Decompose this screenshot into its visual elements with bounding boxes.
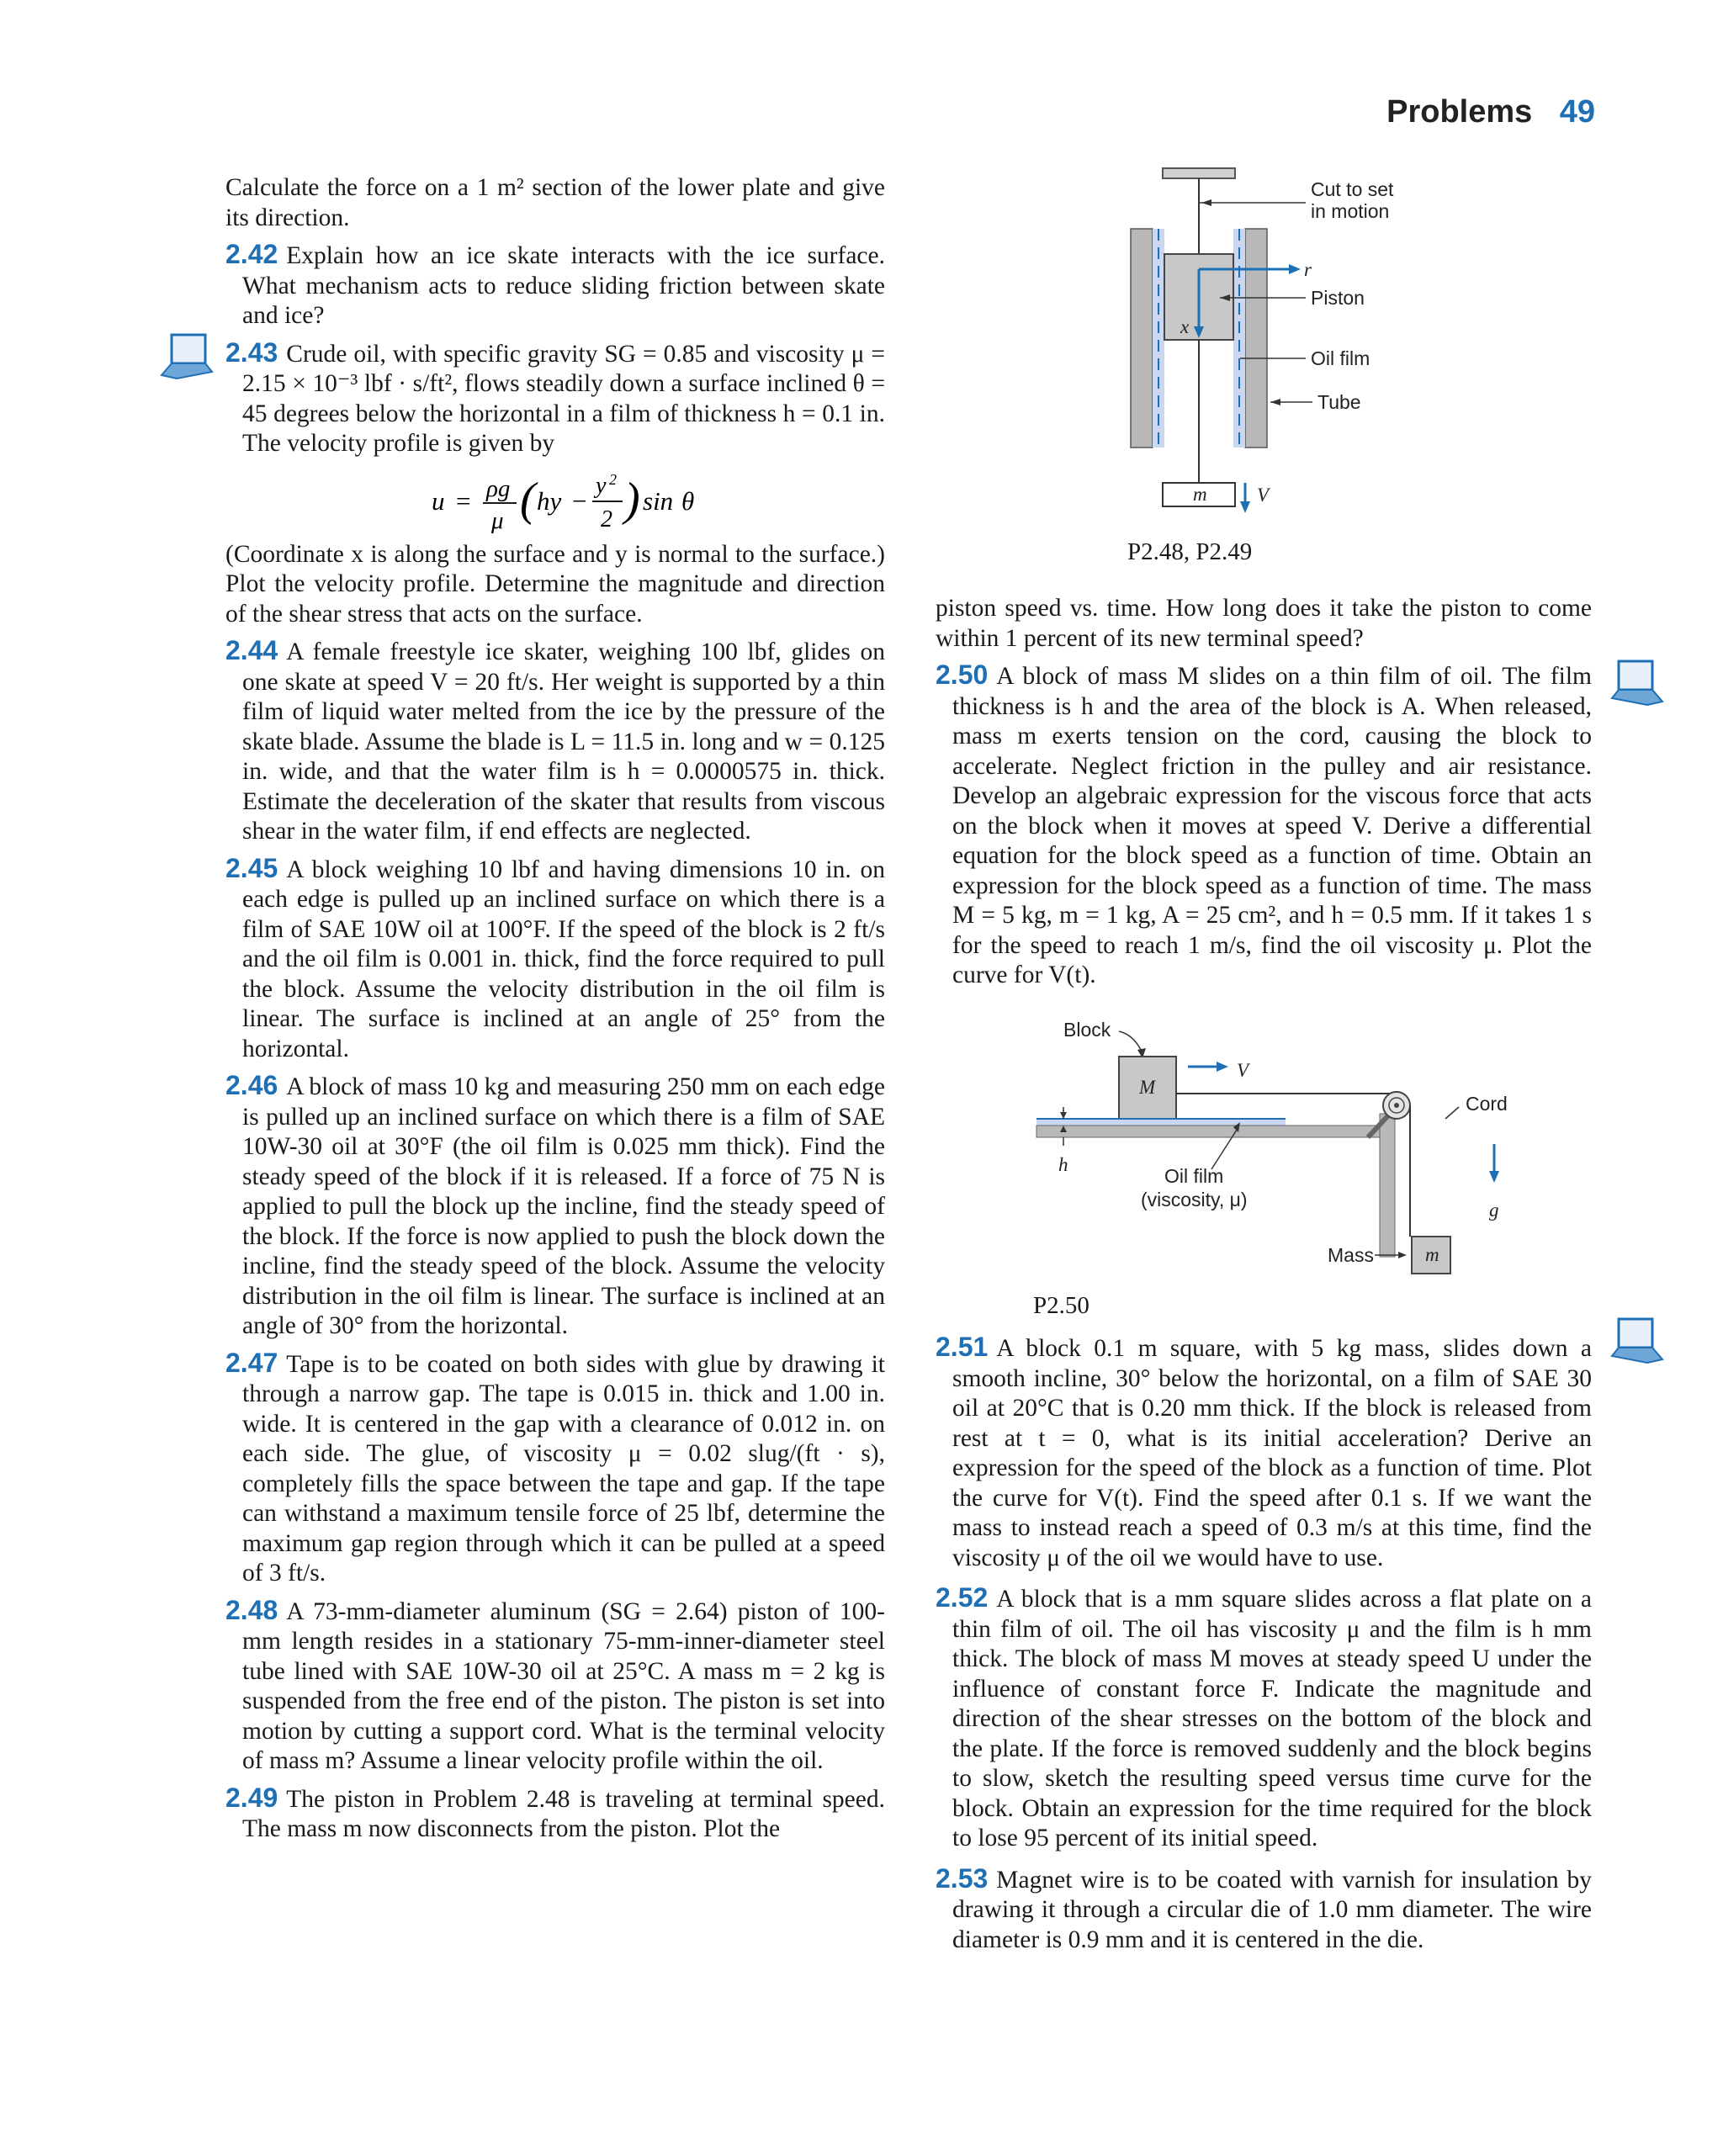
x-label: x bbox=[1180, 316, 1190, 337]
problem-text: A block weighing 10 lbf and having dimensions 10 in. on each edge is pulled up an inclined surface on which there is a film of SAE 10W oil at 100°F. If the speed of the block is 2 ft/s and the oil film is 0.001 in. thick, find the force required to pull the block. Assume the velocity distribution in the oil film is linear. The surface is inclined at an angle of 25° from the horizontal. bbox=[242, 856, 885, 1062]
svg-text:hy: hy bbox=[537, 485, 562, 516]
right-column-lower bbox=[936, 1326, 1592, 1955]
problem-2-46 bbox=[225, 1071, 885, 1342]
problem-text: Explain how an ice skate interacts with the ice surface. What mechanism acts to reduce sliding friction between skate and ice? bbox=[242, 242, 885, 329]
piston-label: Piston bbox=[1311, 287, 1365, 309]
tube-label: Tube bbox=[1317, 391, 1361, 413]
oil-film-label: Oil film bbox=[1311, 347, 1370, 369]
tube-wall-right bbox=[1245, 229, 1267, 448]
page-header bbox=[1386, 94, 1595, 130]
figure-block-pulley bbox=[1026, 1009, 1531, 1287]
problem-number: 2.52 bbox=[936, 1582, 989, 1613]
svg-text:y: y bbox=[596, 472, 607, 499]
problem-number: 2.49 bbox=[225, 1782, 278, 1813]
problem-number: 2.45 bbox=[225, 852, 278, 883]
mass-m-label: m bbox=[1425, 1244, 1439, 1265]
problem-text: The piston in Problem 2.48 is traveling at terminal speed. The mass m now disconnects from the piston. Plot the bbox=[242, 1785, 885, 1842]
svg-text:2: 2 bbox=[601, 506, 612, 532]
figure-caption: P2.50 bbox=[1033, 1292, 1089, 1319]
problem-number: 2.43 bbox=[225, 336, 278, 368]
figure-caption: P2.48, P2.49 bbox=[1127, 538, 1253, 565]
velocity-arrow bbox=[1240, 501, 1250, 513]
block-label: Block bbox=[1063, 1019, 1111, 1041]
problem-2-43-cont: (Coordinate x is along the surface and y is normal to the surface.) Plot the velocity profile. Determine the magnitude and direction of the shear stress that acts on the surface. bbox=[225, 540, 885, 628]
page-number: 49 bbox=[1559, 94, 1595, 130]
problem-number: 2.48 bbox=[225, 1594, 278, 1625]
problem-number: 2.42 bbox=[225, 239, 278, 269]
figure-piston-tube bbox=[1094, 160, 1447, 530]
block-v-label: V bbox=[1237, 1060, 1249, 1081]
problem-text: A female freestyle ice skater, weighing 100 lbf, glides on one skate at speed V = 20 ft/s. Her weight is supported by a thin film of liquid water melted from the ice by the pressure of the skate blade. Assume the blade is L = 11.5 in. long and w = 0.125 in. wide, and that the water film is h = 0.0000575 in. thick. Estimate the deceleration of the skater that results from viscous shear in the water film, if end effects are neglected. bbox=[242, 638, 885, 845]
problem-text: Tape is to be coated on both sides with glue by drawing it through a narrow gap. The tape is 0.015 in. thick and 1.00 in. wide. It is centered in the gap with a clearance of 0.012 in. on each side. The glue, of viscosity μ = 0.02 slug/(ft · s), completely fills the space between the tape and gap. If the tape can withstand a maximum tensile force of 25 lbf, determine the maximum gap region through which it can be pulled at a speed of 3 ft/s. bbox=[242, 1350, 885, 1587]
problem-number: 2.46 bbox=[225, 1070, 278, 1100]
equation-graphic bbox=[225, 459, 885, 540]
gravity-label: g bbox=[1489, 1200, 1499, 1221]
tube-wall-left bbox=[1131, 229, 1153, 448]
h-label: h bbox=[1058, 1154, 1068, 1175]
oil-film-label-1: Oil film bbox=[1164, 1165, 1224, 1187]
problem-2-45 bbox=[225, 854, 885, 1065]
left-column bbox=[225, 173, 885, 1845]
problem-text: Magnet wire is to be coated with varnish for insulation by drawing it through a circular die of 1.0 mm diameter. The wire diameter is 0.9 mm and it is centered in the die. bbox=[952, 1866, 1592, 1953]
svg-text:(: ( bbox=[520, 473, 536, 526]
cut-label-1: Cut to set bbox=[1311, 178, 1394, 200]
r-label: r bbox=[1304, 259, 1312, 280]
problem-text: A block 0.1 m square, with 5 kg mass, slides down a smooth incline, 30° below the horizontal, on a film of SAE 30 oil at 20°C that is 0.20 mm thick. If the block is released from rest at t = 0, what is its initial acceleration? Derive an expression for the speed of the block as a function of time. Plot the curve for V(t). Find the speed after 0.1 s. If we want the mass to instead reach a speed of 0.3 m/s at this time, find the viscosity μ of the oil we would have to use. bbox=[952, 1335, 1592, 1571]
cut-label-2: in motion bbox=[1311, 200, 1390, 222]
r-arrow bbox=[1289, 264, 1301, 274]
cord-label: Cord bbox=[1466, 1093, 1508, 1115]
right-column bbox=[936, 594, 1592, 991]
problem-2-49-cont: piston speed vs. time. How long does it take the piston to come within 1 percent of its new terminal speed? bbox=[936, 595, 1592, 652]
oil-film-label-2: (viscosity, μ) bbox=[1141, 1189, 1248, 1210]
problem-text: A 73-mm-diameter aluminum (SG = 2.64) piston of 100-mm length resides in a stationary 75-mm-inner-diameter steel tube lined with SAE 10W-30 oil at 25°C. A mass m = 2 kg is suspended from the free end of the piston. The piston is set into motion by cutting a support cord. What is the terminal velocity of mass m? Assume a linear velocity profile within the oil. bbox=[242, 1597, 885, 1774]
svg-text:−: − bbox=[570, 485, 588, 516]
gravity-arrow bbox=[1489, 1171, 1499, 1183]
velocity-equation bbox=[225, 459, 885, 540]
table-leg bbox=[1380, 1114, 1395, 1257]
support-bar bbox=[1163, 168, 1235, 178]
problem-2-44 bbox=[225, 636, 885, 847]
intro-text: Calculate the force on a 1 m² section of the lower plate and give its direction. bbox=[225, 174, 885, 231]
problem-number: 2.47 bbox=[225, 1347, 278, 1378]
svg-text:2: 2 bbox=[609, 470, 617, 488]
problem-2-50 bbox=[936, 660, 1592, 991]
svg-text:θ: θ bbox=[681, 485, 695, 516]
svg-text:=: = bbox=[454, 485, 472, 516]
block-M-label: M bbox=[1139, 1077, 1156, 1098]
problem-number: 2.44 bbox=[225, 635, 278, 665]
mass-label: m bbox=[1193, 484, 1207, 505]
problem-2-53 bbox=[936, 1864, 1592, 1956]
laptop-icon bbox=[160, 333, 215, 380]
svg-text:sin: sin bbox=[643, 485, 674, 516]
svg-text:μ: μ bbox=[491, 506, 504, 534]
velocity-label: V bbox=[1257, 485, 1270, 506]
laptop-icon bbox=[1609, 660, 1664, 707]
problem-text: Crude oil, with specific gravity SG = 0.85 and viscosity μ = 2.15 × 10⁻³ lbf · s/ft², flows steadily down a surface inclined θ = 45 degrees below the horizontal in a film of thickness h = 0.1 in. The velocity profile is given by bbox=[242, 340, 885, 457]
problem-2-52 bbox=[936, 1583, 1592, 1854]
block-velocity-arrow bbox=[1217, 1062, 1228, 1072]
mass-label: Mass bbox=[1328, 1244, 1374, 1266]
laptop-icon bbox=[1609, 1317, 1664, 1364]
problem-2-42 bbox=[225, 240, 885, 331]
problem-2-49 bbox=[225, 1783, 885, 1845]
problem-text: A block of mass 10 kg and measuring 250 mm on each edge is pulled up an inclined surface on which there is a film of SAE 10W-30 oil at 30°F (the oil film is 0.025 mm thick). Find the steady speed of the block if it is released. If a force of 75 N is applied to pull the block up the incline, find the steady speed of the block. If the force is now applied to push the block down the incline, find the steady speed of the block. Assume the velocity distribution in the oil film is linear. The surface is inclined at an angle of 30° from the horizontal. bbox=[242, 1073, 885, 1339]
problem-text: A block of mass M slides on a thin film of oil. The film thickness is h and the area of the block is A. When released, mass m exerts tension on the cord, causing the block to accelerate. Neglect friction in the pulley and air resistance. Develop an algebraic expression for the viscous force that acts on the block when it moves at speed V. Derive a differential equation for the block speed as a function of time. Obtain an expression for the block speed as a function of time. The mass M = 5 kg, m = 1 kg, A = 25 cm², and h = 0.5 mm. If it takes 1 s for the speed to reach 1 m/s, find the oil viscosity μ. Plot the curve for V(t). bbox=[952, 663, 1592, 988]
table-top bbox=[1036, 1126, 1390, 1137]
problem-2-51 bbox=[936, 1332, 1592, 1573]
problem-number: 2.53 bbox=[936, 1862, 989, 1894]
svg-text:ρg: ρg bbox=[486, 474, 511, 502]
svg-text:u: u bbox=[432, 485, 445, 516]
problem-number: 2.50 bbox=[936, 660, 989, 690]
problem-2-47 bbox=[225, 1348, 885, 1589]
problem-number: 2.51 bbox=[936, 1332, 989, 1362]
oil-film-layer bbox=[1036, 1119, 1286, 1126]
problem-2-43 bbox=[225, 338, 885, 459]
problem-2-48 bbox=[225, 1596, 885, 1777]
problem-text: A block that is a mm square slides across a flat plate on a thin film of oil. The oil has viscosity μ and the film is h mm thick. The block of mass M moves at steady speed U under the influence of constant force F. Indicate the magnitude and direction of the shear stresses on the bottom of the block and the plate. If the force is removed suddenly and the block begins to slow, sketch the resulting speed versus time curve for the block. Obtain an expression for the time required for the block to lose 95 percent of its initial speed. bbox=[952, 1586, 1592, 1851]
running-title: Problems bbox=[1386, 94, 1533, 130]
svg-text:): ) bbox=[624, 473, 640, 526]
